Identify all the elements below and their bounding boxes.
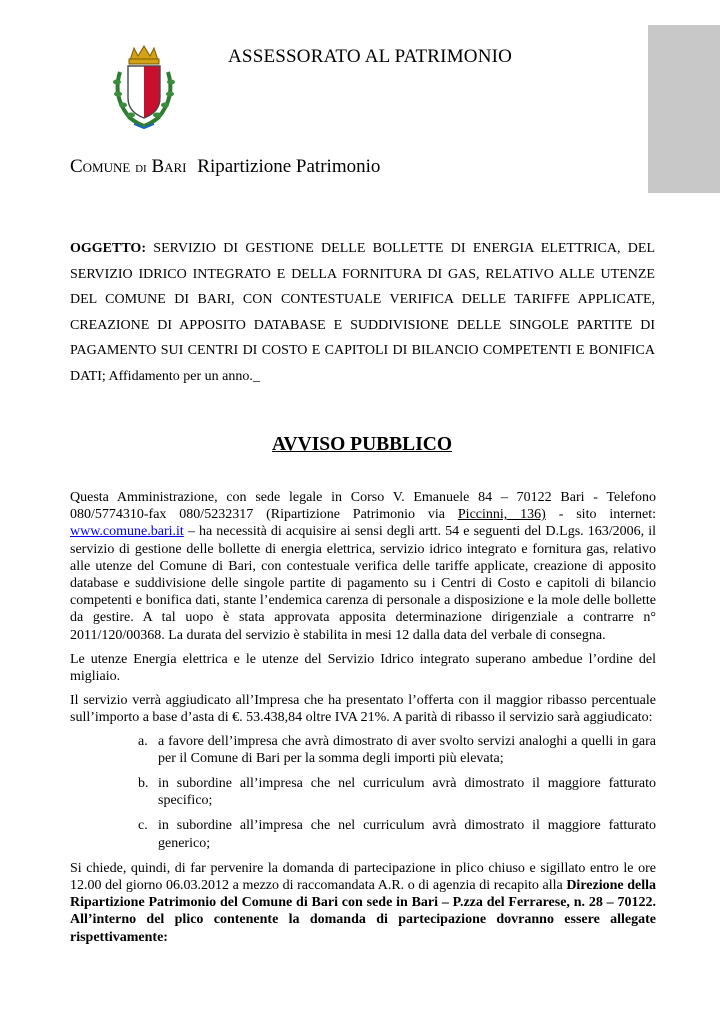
list-item: [138, 733, 656, 767]
bari-coat-of-arms-icon: [104, 42, 184, 132]
comune-word: Comune: [70, 156, 131, 177]
office-address: Piccinni, 136): [457, 507, 546, 523]
list-item-text: a favore dell’impresa che avrà dimostrato di aver svolto servizi analoghi a quelli in gara per il Comune di Bari per la somma degli importi più elevata;: [158, 733, 656, 766]
website-link[interactable]: www.comune.bari.it: [70, 524, 184, 540]
award-paragraph: Il servizio verrà aggiudicato all’Impresa che ha presentato l’offerta con il maggior ribasso percentuale sull’importo a base d’asta di €. 53.438,84 oltre IVA 21%. A parità di ribasso il servizio sarà aggiudicato:: [70, 693, 656, 726]
list-item-text: in subordine all’impresa che nel curriculum avrà dimostrato il maggiore fatturato generico;: [158, 818, 656, 851]
utilities-paragraph: Le utenze Energia elettrica e le utenze del Servizio Idrico integrato superano ambedue l’ordine del migliaio.: [70, 651, 656, 685]
subject-block: [70, 236, 655, 390]
list-item: [138, 817, 656, 851]
list-marker: b.: [138, 776, 149, 792]
office-title: ASSESSORATO AL PATRIMONIO: [228, 46, 513, 67]
intro-text-2: - sito internet:: [545, 507, 656, 523]
department-name: Ripartizione Patrimonio: [197, 156, 381, 177]
list-marker: a.: [138, 733, 148, 749]
list-item: [138, 775, 656, 809]
tie-break-criteria-list: [70, 733, 656, 852]
subject-text: SERVIZIO DI GESTIONE DELLE BOLLETTE DI ENERGIA ELETTRICA, DEL SERVIZIO IDRICO INTEGRATO E DELLA FORNITURA DI GAS, RELATIVO ALLE UTENZE DEL COMUNE DI BARI, CON CONTESTUALE VERIFICA DELLE TARIFFE APPLICATE, CREAZIONE DI APPOSITO DATABASE E SUDDIVISIONE DELLE SINGOLE PARTITE DI PAGAMENTO SUI CENTRI DI COSTO E CAPITOLI DI BILANCIO COMPETENTI E BONIFICA DATI; Affidamento per un anno._: [70, 241, 656, 384]
intro-paragraph: [70, 489, 656, 644]
submission-text: Si chiede, quindi, di far pervenire la domanda di partecipazione in plico chiuso e sigillato entro le ore 12.00 del giorno 06.03.2012 a mezzo di raccomandata A.R. o di agenzia di recapito alla: [70, 860, 656, 894]
intro-text-1: Questa Amministrazione, con sede legale in Corso V. Emanuele 84 – 70122 Bari - Telefono 080/5774310-fax 080/5232317 (Ripartizione Patrimonio via: [70, 490, 656, 523]
submission-paragraph: [70, 860, 656, 946]
submission-address-bold: Direzione della Ripartizione Patrimonio del Comune di Bari con sede in Bari – P.zza del Ferrarese, n. 28 – 70122. All’interno del plico contenente la domanda di partecipazione dovranno essere allegate rispettivamente:: [70, 878, 656, 945]
list-item-text: in subordine all’impresa che nel curriculum avrà dimostrato il maggiore fatturato specifico;: [158, 776, 656, 809]
comune-di: di: [135, 160, 147, 176]
notice-title: AVVISO PUBBLICO: [271, 434, 453, 455]
notice-body: [70, 489, 656, 953]
page-edge-tab: [648, 25, 720, 193]
comune-bari: Bari: [151, 156, 187, 177]
subject-label: OGGETTO:: [70, 241, 146, 256]
intro-text-3: – ha necessità di acquisire ai sensi degli artt. 54 e seguenti del D.Lgs. 163/2006, il servizio di gestione delle bollette di energia elettrica, servizio idrico integrato e fornitura gas, relativo alle utenze del Comune di Bari, con contestuale verifica delle tariffe applicate, creazione di apposito database e suddivisione delle singole partite di pagamento su i Centri di Costo e capitoli di bilancio competenti e bonifica dati, stante l’endemica carenza di personale a disposizione e la mole delle bollette da gestire. A tal uopo è stata approvata apposita determinazione dirigenziale a contrarre n° 2011/120/00368. La durata del servizio è stabilita in mesi 12 dalla data del verbale di consegna.: [70, 524, 656, 643]
list-marker: c.: [138, 818, 148, 834]
municipality-heading: [70, 156, 380, 178]
